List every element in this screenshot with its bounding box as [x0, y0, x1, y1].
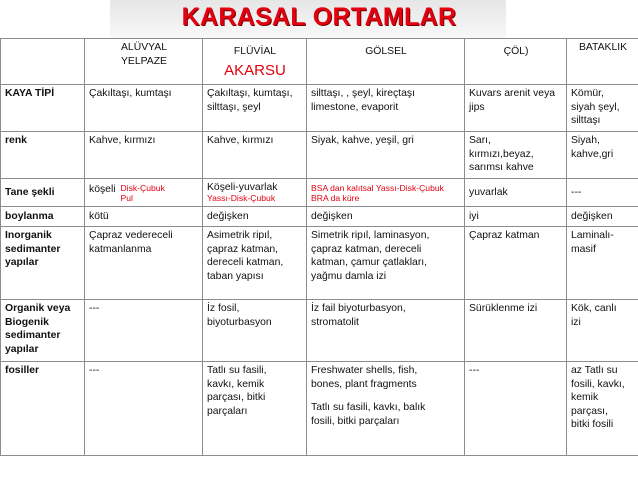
cell-golsel: Simetrik ripıl, laminasyon, çapraz katman, dereceli katman, çamur çatlakları, yağmu damla izi	[307, 227, 465, 300]
col-header-bataklik: BATAKLIK	[567, 39, 638, 85]
page-title: KARASAL ORTAMLAR	[181, 3, 457, 31]
cell-col: Sürüklenme izi	[465, 300, 567, 362]
cell-golsel: Freshwater shells, fish, bones, plant fragments Tatlı su fasili, kavkı, balık fosili, bitki parçaları	[307, 362, 465, 456]
row-organik	[1, 300, 638, 362]
row-label: KAYA TİPİ	[1, 85, 85, 132]
cell-col: ---	[465, 362, 567, 456]
header-empty	[1, 39, 85, 85]
row-renk	[1, 132, 638, 179]
cell-golsel: İz fail biyoturbasyon, stromatolit	[307, 300, 465, 362]
row-label: Organik veya Biogenik sedimanter yapılar	[1, 300, 85, 362]
cell-col: yuvarlak	[465, 179, 567, 207]
col-header-fluvial: FLÜVİAL AKARSU	[203, 39, 307, 85]
cell-bataklik: Siyah, kahve,gri	[567, 132, 638, 179]
cell-bataklik: ---	[567, 179, 638, 207]
cell-golsel: Siyak, kahve, yeşil, gri	[307, 132, 465, 179]
cell-fluvial: Tatlı su fasili, kavkı, kemik parçası, bitki parçaları	[203, 362, 307, 456]
cell-aluvial: Çakıltaşı, kumtaşı	[85, 85, 203, 132]
header-row	[1, 39, 638, 85]
row-label: Tane şekli	[1, 179, 85, 207]
row-tane-sekli	[1, 179, 638, 207]
cell-aluvial: kötü	[85, 207, 203, 227]
cell-fluvial: değişken	[203, 207, 307, 227]
cell-golsel	[307, 179, 465, 207]
row-fosiller	[1, 362, 638, 456]
cell-bataklik: Kömür, siyah şeyl, silttaşı	[567, 85, 638, 132]
row-boylanma	[1, 207, 638, 227]
cell-golsel-tr: Tatlı su fasili, kavkı, balık fosili, bitki parçaları	[311, 402, 426, 427]
cell-fluvial: Çakıltaşı, kumtaşı, silttaşı, şeyl	[203, 85, 307, 132]
cell-aluvial: köşeli Disk-Çubuk Pul	[85, 179, 203, 207]
cell-bataklik: az Tatlı su fosili, kavkı, kemik parçası, bitki fosili	[567, 362, 638, 456]
cell-fluvial-note: Yassı-Disk-Çubuk	[207, 192, 276, 203]
cell-golsel: değişken	[307, 207, 465, 227]
cell-col: iyi	[465, 207, 567, 227]
cell-col: Kuvars arenit veya jips	[465, 85, 567, 132]
cell-golsel-note: BSA dan kalıtsal Yassı-Disk-Çubuk BRA da küre	[311, 182, 444, 203]
row-kaya-tipi	[1, 85, 638, 132]
row-label: fosiller	[1, 362, 85, 456]
col-subheader-akarsu: AKARSU	[224, 61, 286, 79]
cell-bataklik: değişken	[567, 207, 638, 227]
cell-aluvial: ---	[85, 300, 203, 362]
environments-table	[0, 38, 638, 456]
col-header-aluvial: ALÜVYAL YELPAZE	[85, 39, 203, 85]
col-header-col: ÇÖL)	[465, 39, 567, 85]
cell-aluvial: ---	[85, 362, 203, 456]
cell-bataklik: Kök, canlı izi	[567, 300, 638, 362]
cell-fluvial: Köşeli-yuvarlak Yassı-Disk-Çubuk	[203, 179, 307, 207]
cell-aluvial: Kahve, kırmızı	[85, 132, 203, 179]
cell-aluvial: Çapraz vedereceli katmanlanma	[85, 227, 203, 300]
cell-golsel: silttaşı, , şeyl, kireçtaşı limestone, evaporit	[307, 85, 465, 132]
cell-bataklik: Laminalı- masif	[567, 227, 638, 300]
cell-col: Sarı, kırmızı,beyaz, sarımsı kahve	[465, 132, 567, 179]
row-label: boylanma	[1, 207, 85, 227]
cell-fluvial: Asimetrik ripıl, çapraz katman, dereceli katman, taban yapısı	[203, 227, 307, 300]
row-label: Inorganik sedimanter yapılar	[1, 227, 85, 300]
row-inorganik	[1, 227, 638, 300]
cell-aluvial-note: Disk-Çubuk Pul	[120, 182, 165, 203]
cell-col: Çapraz katman	[465, 227, 567, 300]
row-label: renk	[1, 132, 85, 179]
cell-fluvial: İz fosil, biyoturbasyon	[203, 300, 307, 362]
col-header-golsel: GÖLSEL	[307, 39, 465, 85]
cell-fluvial: Kahve, kırmızı	[203, 132, 307, 179]
